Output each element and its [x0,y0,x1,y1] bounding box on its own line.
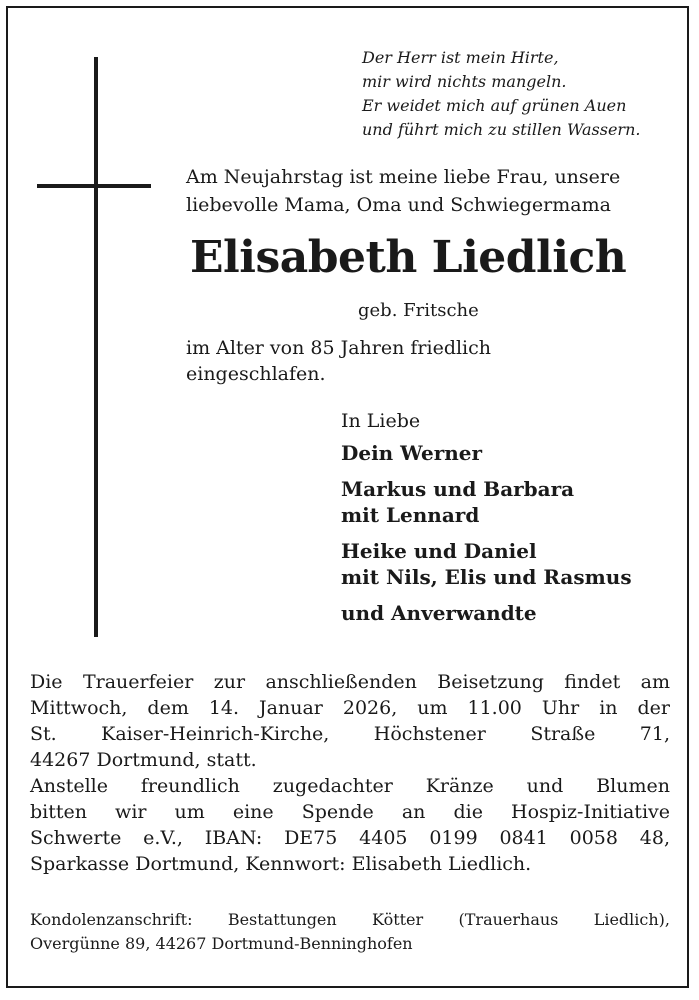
ceremony-line: Die Trauerfeier zur anschließenden Beisetzung findet am [30,671,670,693]
mourner-group [341,600,686,626]
ceremony-line: 44267 Dortmund, statt. [30,749,257,771]
psalm-line: Der Herr ist mein Hirte, [362,48,559,67]
ceremony-line: bitten wir um eine Spende an die Hospiz-Initiative [30,801,670,823]
deceased-name: Elisabeth Liedlich [190,232,627,283]
mourner-line: mit Lennard [341,503,480,527]
mourner-group [341,440,686,466]
mourner-line: Markus und Barbara [341,477,575,501]
mourner-line: Dein Werner [341,441,483,465]
mourners-label: In Liebe [341,410,421,432]
birth-name: geb. Fritsche [358,300,479,321]
ceremony-line: Sparkasse Dortmund, Kennwort: Elisabeth Liedlich. [30,853,532,875]
psalm-line: und führt mich zu stillen Wassern. [362,120,641,139]
intro-line: liebevolle Mama, Oma und Schwiegermama [186,194,611,216]
mourner-group [341,538,686,590]
age-line: eingeschlafen. [186,363,326,385]
condolence-address [30,908,670,956]
ceremony-details [30,669,670,877]
cross-icon-vertical-bar [94,57,98,637]
mourner-line: Heike und Daniel [341,539,537,563]
intro-line: Am Neujahrstag ist meine liebe Frau, unsere [186,166,621,188]
psalm-line: Er weidet mich auf grünen Auen [362,96,627,115]
ceremony-line: Anstelle freundlich zugedachter Kränze und Blumen [30,775,670,797]
ceremony-line: St. Kaiser-Heinrich-Kirche, Höchstener Straße 71, [30,723,670,745]
mourner-line: und Anverwandte [341,601,537,625]
intro-text [186,163,666,219]
ceremony-line: Mittwoch, dem 14. Januar 2026, um 11.00 Uhr in der [30,697,670,719]
condolence-line: Kondolenzanschrift: Bestattungen Kötter (Trauerhaus Liedlich), [30,910,670,929]
psalm-quote [362,46,682,142]
age-line: im Alter von 85 Jahren friedlich [186,337,492,359]
ceremony-line: Schwerte e.V., IBAN: DE75 4405 0199 0841 0058 48, [30,827,670,849]
age-text [186,335,666,387]
mourners-list [341,440,686,636]
psalm-line: mir wird nichts mangeln. [362,72,567,91]
cross-icon-horizontal-bar [37,184,151,188]
mourner-line: mit Nils, Elis und Rasmus [341,565,632,589]
mourner-group [341,476,686,528]
condolence-line: Overgünne 89, 44267 Dortmund-Benninghofen [30,934,413,953]
